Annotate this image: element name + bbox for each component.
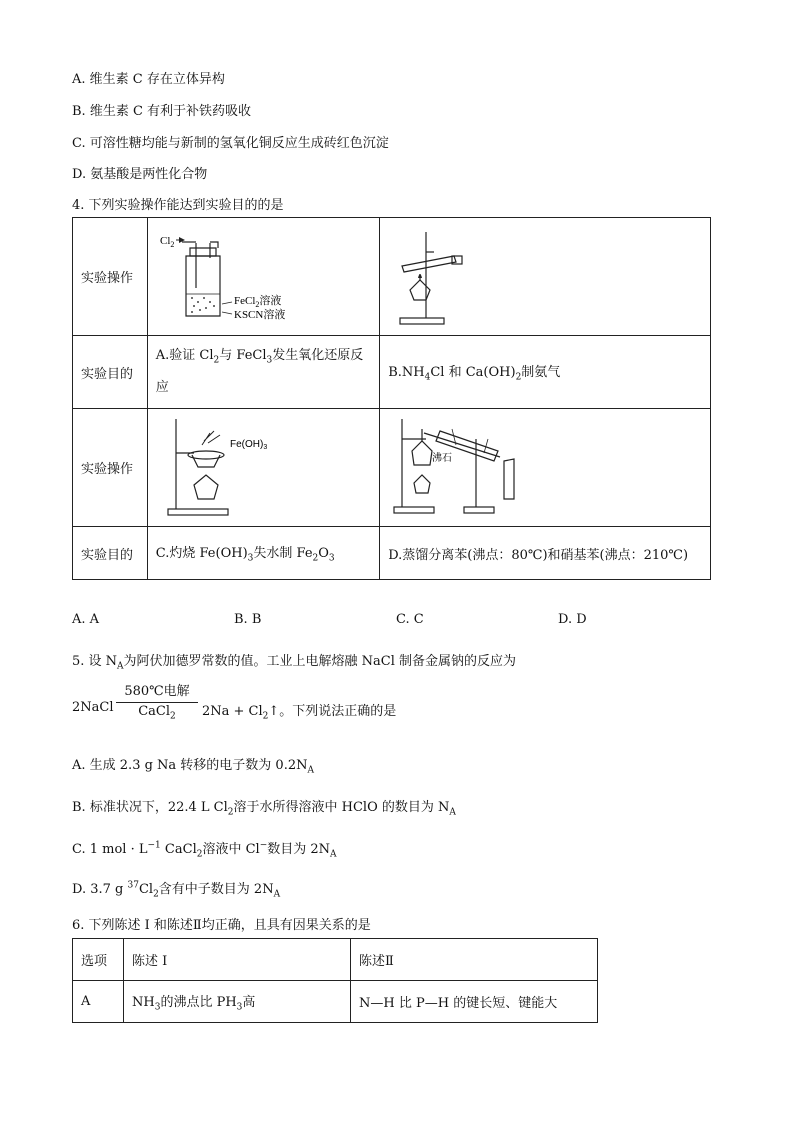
q5-equation: 2NaCl 580℃电解 CaCl$_2$ $2Na + Cl_2↑$。下列说法正确的是 — [72, 684, 672, 728]
q3-option-d: D. 氨基酸是两性化合物 — [72, 167, 208, 182]
equation-condition: 580℃电解 CaCl$_2$ — [116, 684, 198, 726]
fig-c-label: $Fe(OH)_3$ — [229, 439, 267, 451]
goal-d: D.蒸馏分离苯(沸点：80℃)和硝基苯(沸点：210℃) — [380, 527, 711, 580]
q3-option-a: A. 维生素 C 存在立体异构 — [72, 72, 225, 87]
q4-answer-c: C. C — [396, 612, 424, 627]
q5-stem: 5. 设 $N_A$为阿伏加德罗常数的值。工业上电解熔融 NaCl 制备金属钠的反应为 — [72, 654, 517, 672]
q3-option-c: C. 可溶性糖均能与新制的氢氧化铜反应生成砖红色沉淀 — [72, 136, 389, 151]
fig-a-gas-label: $Cl_2$ — [159, 235, 175, 249]
header-option: 选项 — [73, 939, 124, 981]
row-label-operation: 实验操作 — [73, 218, 148, 336]
q4-answer-d: D. D — [558, 612, 587, 627]
q5-option-b: B. 标准状况下，22.4 L $Cl_2$溶于水所得溶液中 HClO 的数目为 $N_A$ — [72, 800, 456, 818]
q5-option-a: A. 生成 2.3 g Na 转移的电子数为 $0.2N_A$ — [72, 758, 314, 776]
header-statement-1: 陈述 I — [124, 939, 351, 981]
goal-c: C.灼烧 $Fe(OH)_3$失水制 $Fe_2O_3$ — [147, 527, 379, 580]
row-a-option: A — [73, 981, 124, 1023]
row-a-statement-2: N—H 比 P—H 的键长短、键能大 — [351, 981, 598, 1023]
header-statement-2: 陈述Ⅱ — [351, 939, 598, 981]
q4-stem: 4. 下列实验操作能达到实验目的的是 — [72, 198, 284, 213]
row-label-operation-2: 实验操作 — [73, 409, 148, 527]
distillation-figure — [380, 409, 702, 522]
q4-answer-b: B. B — [234, 612, 262, 627]
q6-stem: 6. 下列陈述 I 和陈述Ⅱ均正确，且具有因果关系的是 — [72, 918, 371, 933]
goal-a: A.验证 $Cl_2$与 FeCl$_3$发生氧化还原反 应 — [147, 336, 379, 409]
q6-statement-table — [72, 938, 598, 1023]
q3-option-b: B. 维生素 C 有利于补铁药吸收 — [72, 104, 252, 119]
gas-washing-bottle-figure — [148, 218, 374, 331]
figure-c-cell — [147, 409, 379, 527]
goal-b: $B.NH_4Cl$ 和 $Ca(OH)_2$制氨气 — [380, 336, 711, 409]
q4-answer-a: A. A — [72, 612, 100, 627]
fig-d-label: 沸石 — [432, 453, 453, 464]
fig-a-sol1-label: FeCl$_2$溶液 — [233, 295, 282, 309]
row-a-statement-1: $NH_3$的沸点比 $PH_3$高 — [124, 981, 351, 1023]
figure-d-cell — [380, 409, 711, 527]
q4-experiment-table — [72, 217, 711, 580]
q5-option-d: D. 3.7 g $^{37}Cl_2$含有中子数目为 $2N_A$ — [72, 880, 281, 900]
figure-b-cell — [380, 218, 711, 336]
fig-a-sol2-label: KSCN溶液 — [233, 309, 286, 321]
crucible-heating-figure — [148, 409, 374, 522]
row-label-goal: 实验目的 — [73, 336, 148, 409]
row-label-goal-2: 实验目的 — [73, 527, 148, 580]
q5-option-c: C. 1 mol · $L^{-1}$ CaCl$_2$溶液中 Cl−数目为 $2N_A$ — [72, 840, 337, 860]
figure-a-cell — [147, 218, 379, 336]
test-tube-heating-figure — [380, 218, 702, 331]
